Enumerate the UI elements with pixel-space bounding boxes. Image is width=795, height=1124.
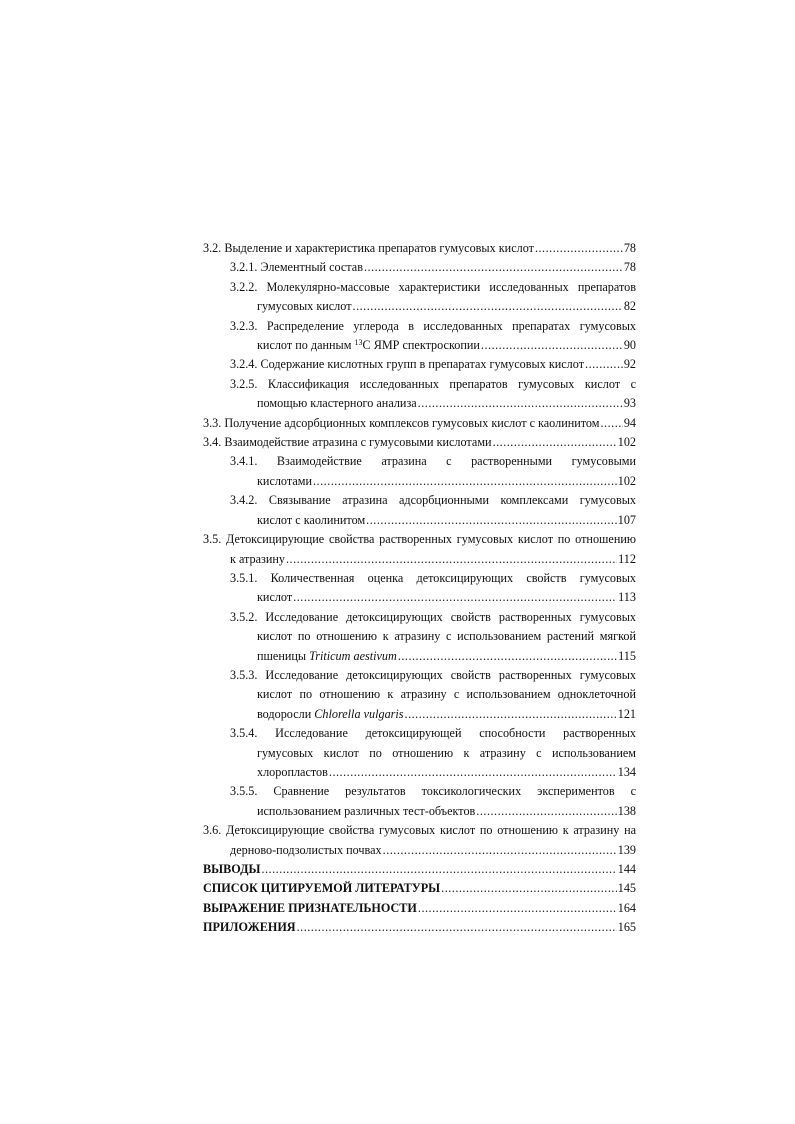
leader-dots bbox=[601, 414, 623, 433]
species-name: Triticum aestivum bbox=[309, 648, 397, 663]
toc-page-number: 92 bbox=[623, 357, 636, 372]
toc-title-line: 3.5. Детоксицирующие свойства растворенных гумусовых кислот по отношению bbox=[203, 532, 636, 547]
leader-dots bbox=[364, 258, 623, 277]
toc-page-number: 102 bbox=[617, 435, 636, 450]
leader-dots bbox=[585, 355, 623, 374]
toc-entry-references[interactable] bbox=[203, 879, 636, 898]
toc-entry-3-2[interactable] bbox=[203, 239, 636, 258]
toc-title-line bbox=[257, 647, 397, 666]
leader-dots bbox=[535, 239, 623, 258]
leader-dots bbox=[366, 511, 617, 530]
species-name: Chlorella vulgaris bbox=[314, 706, 404, 721]
toc-page-number: 139 bbox=[617, 842, 636, 857]
toc-title-line: к атразину bbox=[230, 551, 285, 566]
toc-text: водоросли bbox=[257, 706, 315, 721]
leader-dots bbox=[418, 394, 623, 413]
toc-entry-3-3[interactable] bbox=[203, 414, 636, 433]
toc-title-line: 3.6. Детоксицирующие свойства гумусовых кислот по отношению к атразину на bbox=[203, 823, 636, 838]
toc-text: С ЯМР спектроскопии bbox=[362, 338, 480, 353]
leader-dots bbox=[481, 336, 623, 355]
leader-dots bbox=[383, 841, 617, 860]
toc-page-number: 145 bbox=[617, 881, 636, 896]
toc-entry-3-2-1[interactable] bbox=[230, 258, 636, 277]
toc-title-line: помощью кластерного анализа bbox=[257, 396, 417, 411]
toc-title: 3.2.4. Содержание кислотных групп в препаратах гумусовых кислот bbox=[230, 357, 585, 372]
superscript: 13 bbox=[354, 338, 363, 348]
toc-page-number: 144 bbox=[617, 862, 636, 876]
toc-title: ВЫРАЖЕНИЕ ПРИЗНАТЕЛЬНОСТИ bbox=[203, 900, 417, 915]
toc-title-line: хлоропластов bbox=[257, 764, 328, 779]
toc-entry-3-2-2[interactable] bbox=[230, 278, 636, 317]
toc-title-line: гумусовых кислот bbox=[257, 299, 352, 314]
toc-text: пшеницы bbox=[257, 648, 310, 663]
leader-dots bbox=[493, 433, 617, 452]
toc-title-line: 3.4.1. Взаимодействие атразина с растворенными гумусовыми bbox=[230, 454, 636, 469]
leader-dots bbox=[313, 472, 617, 491]
toc-page-number: 78 bbox=[623, 241, 636, 255]
toc-page-number: 102 bbox=[617, 473, 636, 488]
toc-entry-appendices[interactable] bbox=[203, 918, 636, 937]
toc-text: кислот по данным bbox=[257, 338, 355, 353]
toc-page-number: 121 bbox=[617, 706, 636, 721]
toc-page-number: 82 bbox=[623, 299, 636, 314]
toc-title: ВЫВОДЫ bbox=[203, 862, 261, 876]
toc-title-line: 3.5.2. Исследование детоксицирующих свойств растворенных гумусовых bbox=[230, 609, 636, 624]
leader-dots bbox=[405, 705, 617, 724]
toc-title-line: использованием различных тест-объектов bbox=[257, 803, 476, 818]
toc-title-line: 3.5.5. Сравнение результатов токсикологических экспериментов с bbox=[230, 784, 636, 799]
toc-entry-acknowledgements[interactable] bbox=[203, 899, 636, 918]
toc-entry-3-5-4[interactable] bbox=[230, 724, 636, 782]
toc-entry-3-5-2[interactable] bbox=[230, 608, 636, 666]
leader-dots bbox=[286, 550, 617, 569]
toc-page-number: 115 bbox=[618, 648, 636, 663]
leader-dots bbox=[441, 879, 617, 898]
toc-title-line: кислот по отношению к атразину с использованием одноклеточной bbox=[257, 687, 636, 702]
toc-page-number: 164 bbox=[617, 900, 636, 915]
leader-dots bbox=[329, 763, 617, 782]
toc-page-number: 165 bbox=[617, 920, 636, 935]
toc-entry-3-5[interactable] bbox=[203, 530, 636, 569]
toc-title-line: кислот по отношению к атразину с использованием растений мягкой bbox=[257, 629, 636, 644]
toc-page-number: 107 bbox=[617, 512, 636, 527]
toc-entry-3-2-3[interactable] bbox=[230, 317, 636, 356]
leader-dots bbox=[293, 588, 617, 607]
toc-entry-conclusions[interactable] bbox=[203, 860, 636, 879]
toc-page-number: 78 bbox=[623, 260, 636, 275]
toc-title-line: 3.5.3. Исследование детоксицирующих свойств растворенных гумусовых bbox=[230, 667, 636, 682]
toc-page-number: 138 bbox=[617, 803, 636, 818]
toc-title-line: 3.2.5. Классификация исследованных препаратов гумусовых кислот с bbox=[230, 376, 636, 391]
toc-page-number: 94 bbox=[623, 415, 636, 430]
toc-page-number: 112 bbox=[618, 551, 636, 566]
toc-page-number: 93 bbox=[623, 396, 636, 411]
toc-title-line: 3.2.3. Распределение углерода в исследованных препаратах гумусовых bbox=[230, 318, 636, 333]
leader-dots bbox=[418, 899, 617, 918]
toc-title-line: кислот bbox=[257, 590, 293, 605]
toc-page-number: 134 bbox=[617, 764, 636, 779]
table-of-contents bbox=[203, 239, 636, 938]
toc-title-line: гумусовых кислот по отношению к атразину с использованием bbox=[257, 745, 636, 760]
toc-title-line: 3.5.1. Количественная оценка детоксицирующих свойств гумусовых bbox=[230, 570, 636, 585]
toc-entry-3-6[interactable] bbox=[203, 821, 636, 860]
toc-page-number: 90 bbox=[623, 338, 636, 353]
toc-entry-3-2-4[interactable] bbox=[230, 355, 636, 374]
toc-title-line: 3.4.2. Связывание атразина адсорбционными комплексами гумусовых bbox=[230, 493, 636, 508]
toc-entry-3-4[interactable] bbox=[203, 433, 636, 452]
toc-entry-3-2-5[interactable] bbox=[230, 375, 636, 414]
leader-dots bbox=[297, 918, 617, 937]
toc-title: 3.2.1. Элементный состав bbox=[230, 260, 363, 275]
toc-title-line bbox=[257, 705, 404, 724]
toc-entry-3-5-1[interactable] bbox=[230, 569, 636, 608]
toc-title-line bbox=[257, 336, 480, 355]
toc-entry-3-4-1[interactable] bbox=[230, 452, 636, 491]
toc-title: 3.3. Получение адсорбционных комплексов гумусовых кислот с каолинитом bbox=[203, 415, 600, 430]
toc-title: ПРИЛОЖЕНИЯ bbox=[203, 920, 296, 935]
toc-page-number: 113 bbox=[618, 590, 636, 605]
toc-title: 3.4. Взаимодействие атразина с гумусовыми кислотами bbox=[203, 435, 492, 450]
leader-dots bbox=[476, 802, 616, 821]
toc-title: СПИСОК ЦИТИРУЕМОЙ ЛИТЕРАТУРЫ bbox=[203, 881, 441, 896]
toc-entry-3-5-5[interactable] bbox=[230, 782, 636, 821]
leader-dots bbox=[353, 297, 623, 316]
toc-entry-3-5-3[interactable] bbox=[230, 666, 636, 724]
leader-dots bbox=[261, 860, 616, 879]
toc-entry-3-4-2[interactable] bbox=[230, 491, 636, 530]
toc-title-line: кислотами bbox=[257, 473, 312, 488]
leader-dots bbox=[398, 647, 617, 666]
toc-title: 3.2. Выделение и характеристика препаратов гумусовых кислот bbox=[203, 241, 534, 255]
toc-title-line: кислот с каолинитом bbox=[257, 512, 366, 527]
toc-title-line: дерново-подзолистых почвах bbox=[230, 842, 382, 857]
toc-title-line: 3.2.2. Молекулярно-массовые характеристики исследованных препаратов bbox=[230, 279, 636, 294]
toc-title-line: 3.5.4. Исследование детоксицирующей способности растворенных bbox=[230, 726, 636, 741]
